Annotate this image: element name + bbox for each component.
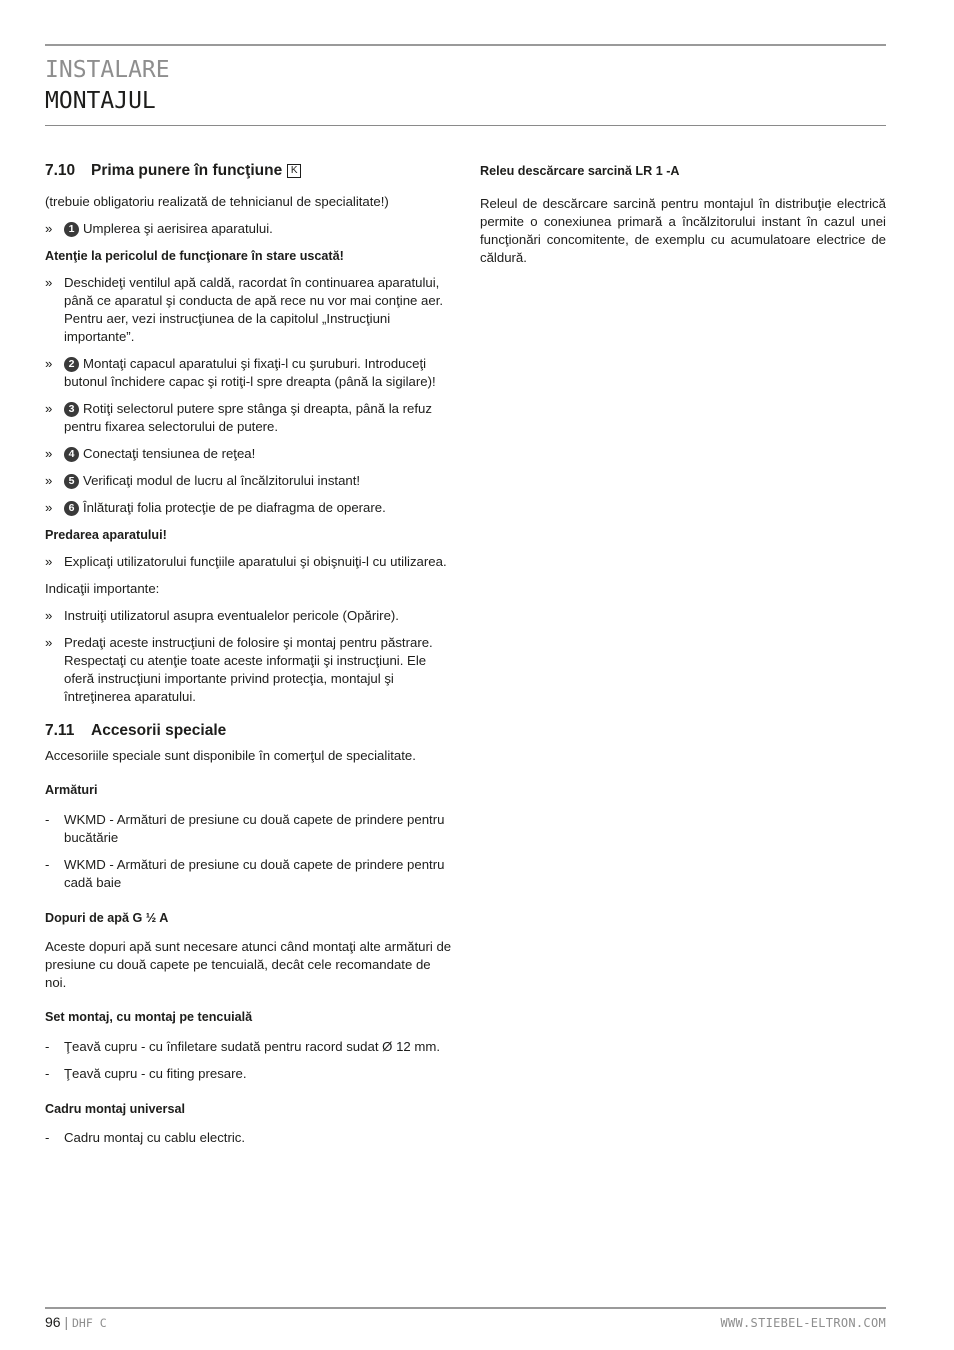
handover-title: Predarea aparatului! xyxy=(45,528,167,542)
step-number-4-icon: 4 xyxy=(64,447,79,462)
arrow-marker: » xyxy=(45,356,53,371)
specialist-note: (trebuie obligatoriu realizată de tehnicianul de specialitate!) xyxy=(45,194,389,209)
section-number: 7.11 xyxy=(45,722,75,739)
armaturi-item-2 xyxy=(45,856,455,892)
arrow-marker: » xyxy=(45,275,53,290)
dry-run-warning: Atenţie la pericolul de funcţionare în stare uscată! xyxy=(45,249,344,263)
step-text: Instruiţi utilizatorul asupra eventualelor pericole (Opărire). xyxy=(64,608,399,623)
step-number-6-icon: 6 xyxy=(64,501,79,516)
important-item-1 xyxy=(45,607,455,625)
arrow-marker: » xyxy=(45,500,53,515)
arrow-marker: » xyxy=(45,401,53,416)
section-heading-7-10 xyxy=(45,160,455,182)
arrow-marker: » xyxy=(45,221,53,236)
chapter-title: INSTALARE xyxy=(45,57,170,83)
step-text: Umplerea şi aerisirea aparatului. xyxy=(83,221,273,236)
handover-step xyxy=(45,553,455,571)
step-number-5-icon: 5 xyxy=(64,474,79,489)
step-text: Deschideţi ventilul apă caldă, racordat în continuarea aparatului, până ce aparatul şi conducta de apă rece nu vor mai conţine aer. Pentru aer, vezi instrucţiunea de la capitolul „Instrucţiuni importante”. xyxy=(64,275,444,344)
dash-marker: - xyxy=(45,1130,50,1145)
important-title: Indicaţii importante: xyxy=(45,581,160,596)
step-text: Conectaţi tensiunea de reţea! xyxy=(83,446,256,461)
dash-marker: - xyxy=(45,1066,50,1081)
step-1 xyxy=(45,220,455,238)
item-text: Ţeavă cupru - cu înfiletare sudată pentru racord sudat Ø 12 mm. xyxy=(64,1039,441,1054)
important-item-2 xyxy=(45,634,455,706)
step-number-1-icon: 1 xyxy=(64,222,79,237)
item-text: Cadru montaj cu cablu electric. xyxy=(64,1130,246,1145)
accessories-intro: Accesoriile speciale sunt disponibile în comerţul de specialitate. xyxy=(45,748,416,763)
step-text: Rotiţi selectorul putere spre stânga şi dreapta, până la refuz pentru fixarea selectorului de putere. xyxy=(64,401,432,434)
step-2 xyxy=(45,355,455,391)
arrow-marker: » xyxy=(45,608,53,623)
step-6 xyxy=(45,499,455,517)
arrow-marker: » xyxy=(45,635,53,650)
armaturi-item-1 xyxy=(45,811,455,847)
dash-marker: - xyxy=(45,812,50,827)
header-bottom-rule xyxy=(45,125,886,126)
set-montaj-title: Set montaj, cu montaj pe tencuială xyxy=(45,1010,253,1024)
armaturi-title: Armături xyxy=(45,783,98,797)
step-open-valve xyxy=(45,274,455,346)
step-number-3-icon: 3 xyxy=(64,402,79,417)
step-text: Predaţi aceste instrucţiuni de folosire şi montaj pentru păstrare. Respectaţi cu atenţie toate aceste informaţii şi instrucţiuni. Ele oferă instrucţiuni importante privind protecţia, montajul şi întreţinerea aparatului. xyxy=(64,635,433,704)
arrow-marker: » xyxy=(45,554,53,569)
dash-marker: - xyxy=(45,1039,50,1054)
specialist-badge-icon: K xyxy=(287,164,301,178)
website-url: WWW.STIEBEL-ELTRON.COM xyxy=(720,1316,886,1330)
page-number: 96 xyxy=(45,1314,61,1330)
step-text: Montaţi capacul aparatului şi fixaţi-l cu şuruburi. Introduceţi butonul închidere capac şi rotiţi-l spre dreapta (până la sigilare)! xyxy=(64,356,436,389)
step-number-2-icon: 2 xyxy=(64,357,79,372)
section-title: Accesorii speciale xyxy=(91,722,227,739)
step-3 xyxy=(45,400,455,436)
releu-text: Releul de descărcare sarcină pentru montajul în distribuţie electrică permite o conexiunea primară a încălzitorului instant în cazul unei funcţionări concomitente, de exemplu cu acumulatoare electrice de căldură. xyxy=(480,196,886,265)
arrow-marker: » xyxy=(45,446,53,461)
dash-marker: - xyxy=(45,857,50,872)
item-text: Ţeavă cupru - cu fiting presare. xyxy=(64,1066,247,1081)
item-text: WKMD - Armături de presiune cu două capete de prindere pentru bucătărie xyxy=(64,812,445,845)
left-column xyxy=(45,160,455,1147)
section-heading-7-11 xyxy=(45,720,455,742)
arrow-marker: » xyxy=(45,473,53,488)
cadru-item-1 xyxy=(45,1129,455,1147)
step-5 xyxy=(45,472,455,490)
step-text: Verificaţi modul de lucru al încălzitorului instant! xyxy=(83,473,361,488)
section-number: 7.10 xyxy=(45,162,76,179)
section-title: Prima punere în funcţiune xyxy=(91,162,283,179)
header-top-rule xyxy=(45,44,886,46)
dopuri-text: Aceste dopuri apă sunt necesare atunci când montaţi alte armături de presiune cu două capete pe tencuială, decât cele recomandate de noi. xyxy=(45,939,452,990)
step-text: Explicaţi utilizatorului funcţiile aparatului şi obişnuiţi-l cu utilizarea. xyxy=(64,554,447,569)
item-text: WKMD - Armături de presiune cu două capete de prindere pentru cadă baie xyxy=(64,857,445,890)
footer-separator: | xyxy=(64,1314,69,1330)
model-name: DHF C xyxy=(72,1316,107,1330)
set-item-1 xyxy=(45,1038,455,1056)
right-column xyxy=(480,160,886,267)
releu-title: Releu descărcare sarcină LR 1 -A xyxy=(480,164,680,178)
step-4 xyxy=(45,445,455,463)
footer-rule xyxy=(45,1307,886,1309)
dopuri-title: Dopuri de apă G ½ A xyxy=(45,911,169,925)
step-text: Înlăturaţi folia protecţie de pe diafragma de operare. xyxy=(83,500,386,515)
set-item-2 xyxy=(45,1065,455,1083)
cadru-title: Cadru montaj universal xyxy=(45,1102,185,1116)
footer-page-info xyxy=(45,1313,107,1332)
subchapter-title: MONTAJUL xyxy=(45,88,156,114)
